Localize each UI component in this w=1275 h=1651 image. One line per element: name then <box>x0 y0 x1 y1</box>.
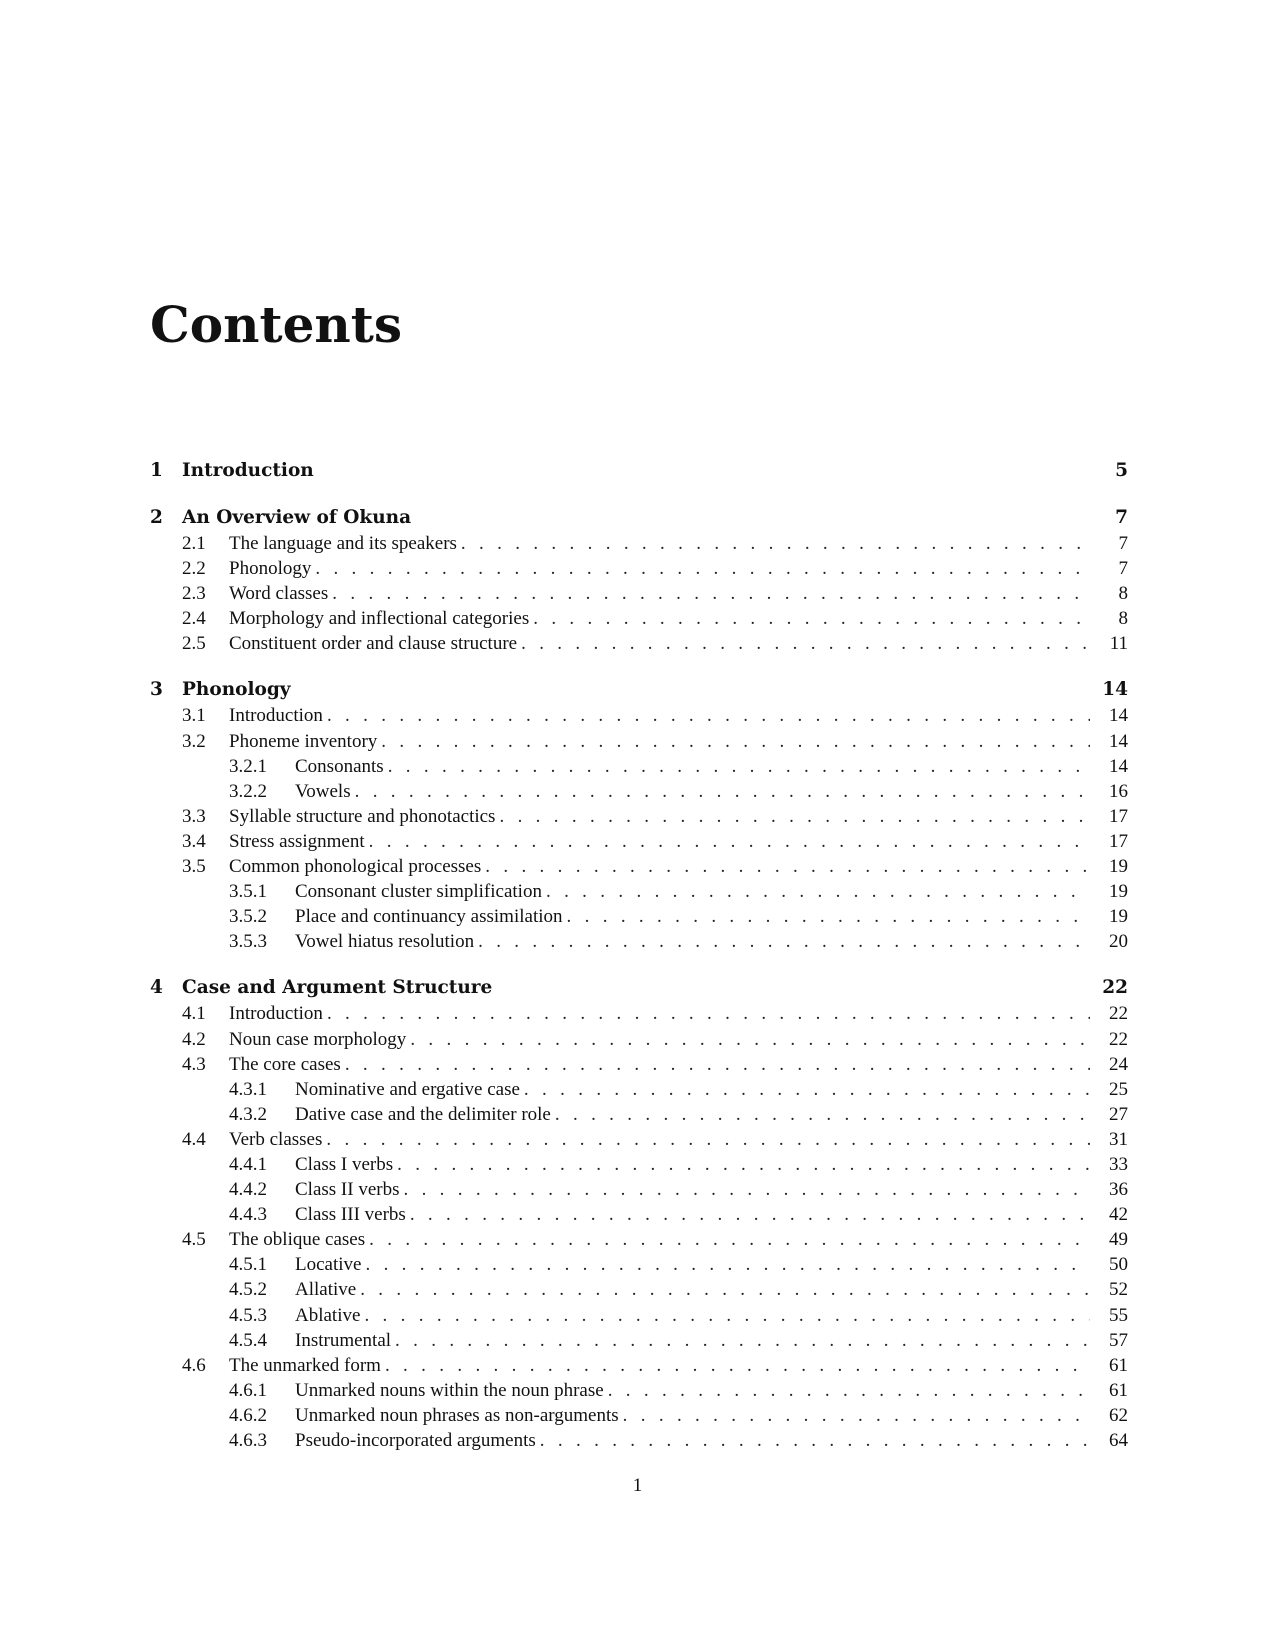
toc-subsection-entry[interactable] <box>150 754 1128 779</box>
toc-subsection-entry-page: 64 <box>1109 1430 1128 1451</box>
toc-chapter-entry[interactable] <box>150 458 1128 484</box>
toc-chapter-entry-title: An Overview of Okuna <box>182 507 412 528</box>
toc-subsection-entry-number: 4.4.2 <box>229 1179 267 1201</box>
toc-section-entry-title: Verb classes <box>229 1128 323 1150</box>
toc-section-entry-title: The unmarked form <box>229 1354 381 1376</box>
toc-subsection-entry-title: Instrumental <box>295 1329 392 1351</box>
table-of-contents <box>150 458 1128 1474</box>
toc-section-entry-title: Constituent order and clause structure <box>229 633 518 655</box>
toc-section-entry[interactable] <box>150 804 1128 829</box>
dot-leader <box>461 531 1090 556</box>
toc-section-entry-page: 19 <box>1109 856 1128 878</box>
toc-subsection-entry-title: Place and continuancy assimilation <box>295 906 563 928</box>
toc-section-entry-page: 14 <box>1109 705 1128 727</box>
toc-subsection-entry-number: 3.5.2 <box>229 906 267 928</box>
toc-section-entry-number: 4.2 <box>182 1028 206 1050</box>
toc-section-entry-title: The oblique cases <box>229 1229 366 1251</box>
dot-leader <box>524 1077 1090 1102</box>
toc-subsection-entry-number: 4.6.2 <box>229 1404 267 1426</box>
toc-section-entry-title: Introduction <box>229 705 323 727</box>
toc-subsection-entry-page: 14 <box>1109 755 1128 777</box>
toc-subsection-entry-title: Class III verbs <box>295 1204 406 1226</box>
dot-leader <box>410 1027 1090 1052</box>
dot-leader <box>410 1202 1090 1227</box>
toc-section-entry-page: 8 <box>1118 583 1128 605</box>
toc-section-entry-number: 2.5 <box>182 633 206 655</box>
toc-section-entry-title: The language and its speakers <box>229 533 457 554</box>
dot-leader <box>315 556 1090 581</box>
toc-section-entry-page: 8 <box>1118 608 1128 630</box>
toc-section-entry-page: 31 <box>1109 1128 1128 1150</box>
toc-section-entry-number: 4.1 <box>182 1003 206 1025</box>
toc-section-entry-title: Phonology <box>229 558 312 580</box>
toc-section-entry-number: 2.2 <box>182 558 206 580</box>
toc-section-entry-number: 4.4 <box>182 1128 206 1150</box>
toc-section-entry-number: 4.5 <box>182 1229 206 1251</box>
toc-subsection-entry-page: 33 <box>1109 1153 1128 1175</box>
toc-subsection-entry[interactable] <box>150 1152 1128 1177</box>
toc-chapter-entry-number: 1 <box>150 460 163 481</box>
toc-chapter-entry-page: 22 <box>1102 977 1128 999</box>
toc-section-entry-number: 2.4 <box>182 608 206 630</box>
toc-section-entry[interactable] <box>150 854 1128 879</box>
dot-leader <box>478 929 1090 954</box>
toc-section-entry[interactable] <box>150 703 1128 728</box>
dot-leader <box>397 1152 1090 1177</box>
toc-subsection-entry-number: 4.5.2 <box>229 1279 267 1301</box>
toc-section-entry[interactable] <box>150 829 1128 854</box>
toc-subsection-entry-number: 3.2.2 <box>229 780 267 802</box>
toc-section-entry-page: 22 <box>1109 1003 1128 1025</box>
dot-leader <box>540 1428 1090 1453</box>
toc-section-entry[interactable] <box>150 729 1128 754</box>
toc-section-entry[interactable] <box>150 631 1128 656</box>
dot-leader <box>327 1001 1090 1026</box>
dot-leader <box>369 829 1090 854</box>
toc-subsection-entry-number: 4.6.3 <box>229 1430 267 1451</box>
toc-chapter-entry-title: Case and Argument Structure <box>182 977 493 999</box>
dot-leader <box>555 1102 1090 1127</box>
toc-subsection-entry-title: Allative <box>295 1279 357 1301</box>
toc-section-entry-title: Stress assignment <box>229 830 365 852</box>
toc-subsection-entry-number: 4.6.1 <box>229 1379 267 1401</box>
toc-subsection-entry-page: 19 <box>1109 881 1128 903</box>
toc-section-entry-page: 17 <box>1109 830 1128 852</box>
dot-leader <box>385 1353 1090 1378</box>
toc-subsection-entry-title: Ablative <box>295 1304 361 1326</box>
toc-section-entry-number: 4.6 <box>182 1354 206 1376</box>
dot-leader <box>395 1328 1090 1353</box>
dot-leader <box>623 1403 1090 1428</box>
toc-subsection-entry-number: 4.3.1 <box>229 1078 267 1100</box>
toc-subsection-entry-title: Nominative and ergative case <box>295 1078 520 1100</box>
toc-section-entry[interactable] <box>150 606 1128 631</box>
dot-leader <box>521 631 1090 656</box>
dot-leader <box>369 1227 1090 1252</box>
page-title: Contents <box>150 295 403 354</box>
toc-section-entry-title: Word classes <box>229 583 329 605</box>
toc-subsection-entry-page: 42 <box>1109 1204 1128 1226</box>
toc-subsection-entry-number: 4.5.1 <box>229 1254 267 1276</box>
toc-subsection-entry-page: 19 <box>1109 906 1128 928</box>
toc-section-entry-page: 61 <box>1109 1354 1128 1376</box>
toc-chapter <box>150 458 1128 484</box>
toc-subsection-entry[interactable] <box>150 1102 1128 1127</box>
toc-chapter-entry-page: 5 <box>1115 460 1128 481</box>
dot-leader <box>403 1177 1090 1202</box>
toc-subsection-entry-page: 20 <box>1109 931 1128 953</box>
toc-section-entry[interactable] <box>150 1227 1128 1252</box>
toc-subsection-entry-number: 3.2.1 <box>229 755 267 777</box>
toc-section-entry-number: 4.3 <box>182 1053 206 1075</box>
toc-subsection-entry-page: 52 <box>1109 1279 1128 1301</box>
toc-chapter-entry[interactable] <box>150 505 1128 531</box>
toc-subsection-entry-page: 36 <box>1109 1179 1128 1201</box>
toc-section-entry[interactable] <box>150 1001 1128 1026</box>
toc-subsection-entry-number: 4.5.4 <box>229 1329 267 1351</box>
toc-subsection-entry-title: Pseudo-incorporated arguments <box>295 1430 536 1451</box>
toc-subsection-entry[interactable] <box>150 1252 1128 1277</box>
dot-leader <box>388 754 1090 779</box>
toc-section-entry-page: 11 <box>1109 633 1128 655</box>
toc-section-entry[interactable] <box>150 1027 1128 1052</box>
toc-subsection-entry[interactable] <box>150 1277 1128 1302</box>
toc-chapter <box>150 975 1128 1453</box>
toc-section-entry-page: 14 <box>1109 730 1128 752</box>
dot-leader <box>326 1127 1090 1152</box>
toc-section-entry-number: 3.5 <box>182 856 206 878</box>
toc-section-entry-number: 2.3 <box>182 583 206 605</box>
toc-subsection-entry-page: 61 <box>1109 1379 1128 1401</box>
toc-chapter-entry-title: Phonology <box>182 679 291 701</box>
toc-subsection-entry[interactable] <box>150 1202 1128 1227</box>
dot-leader <box>546 879 1090 904</box>
toc-subsection-entry[interactable] <box>150 779 1128 804</box>
toc-subsection-entry[interactable] <box>150 879 1128 904</box>
toc-section-entry-number: 3.3 <box>182 805 206 827</box>
toc-section-entry-page: 24 <box>1109 1053 1128 1075</box>
toc-subsection-entry-number: 4.5.3 <box>229 1304 267 1326</box>
toc-section-entry[interactable] <box>150 531 1128 556</box>
toc-section-entry-page: 7 <box>1118 558 1128 580</box>
toc-chapter-entry-number: 3 <box>150 679 163 701</box>
toc-section-entry-title: The core cases <box>229 1053 341 1075</box>
toc-subsection-entry-page: 27 <box>1109 1103 1128 1125</box>
dot-leader <box>567 904 1090 929</box>
toc-section-entry[interactable] <box>150 1353 1128 1378</box>
dot-leader <box>608 1378 1090 1403</box>
page-number: 1 <box>632 1475 643 1496</box>
toc-subsection-entry-title: Class I verbs <box>295 1153 394 1175</box>
toc-subsection-entry-page: 55 <box>1109 1304 1128 1326</box>
toc-subsection-entry-title: Class II verbs <box>295 1179 400 1201</box>
dot-leader <box>365 1252 1090 1277</box>
toc-chapter-entry-page: 7 <box>1115 507 1128 528</box>
toc-section-entry-title: Phoneme inventory <box>229 730 378 752</box>
toc-subsection-entry-page: 25 <box>1109 1078 1128 1100</box>
toc-subsection-entry[interactable] <box>150 1403 1128 1428</box>
dot-leader <box>332 581 1090 606</box>
toc-section-entry[interactable] <box>150 581 1128 606</box>
toc-subsection-entry[interactable] <box>150 1428 1128 1453</box>
toc-subsection-entry-number: 4.3.2 <box>229 1103 267 1125</box>
toc-subsection-entry-title: Dative case and the delimiter role <box>295 1103 551 1125</box>
toc-chapter <box>150 677 1128 954</box>
toc-section-entry-page: 22 <box>1109 1028 1128 1050</box>
toc-chapter <box>150 505 1128 656</box>
toc-subsection-entry-title: Unmarked nouns within the noun phrase <box>295 1379 604 1401</box>
toc-subsection-entry-title: Consonant cluster simplification <box>295 881 542 903</box>
dot-leader <box>499 804 1090 829</box>
dot-leader <box>533 606 1090 631</box>
toc-section-entry-page: 17 <box>1109 805 1128 827</box>
toc-subsection-entry[interactable] <box>150 1077 1128 1102</box>
toc-subsection-entry-title: Vowel hiatus resolution <box>295 931 475 953</box>
toc-section-entry-title: Introduction <box>229 1003 323 1025</box>
toc-chapter-entry-number: 4 <box>150 977 163 999</box>
toc-subsection-entry-title: Locative <box>295 1254 362 1276</box>
toc-section-entry-title: Noun case morphology <box>229 1028 407 1050</box>
toc-section-entry-number: 2.1 <box>182 533 206 554</box>
dot-leader <box>327 703 1090 728</box>
toc-subsection-entry[interactable] <box>150 1177 1128 1202</box>
toc-chapter-entry[interactable] <box>150 677 1128 703</box>
toc-subsection-entry-number: 3.5.3 <box>229 931 267 953</box>
toc-subsection-entry-number: 3.5.1 <box>229 881 267 903</box>
toc-subsection-entry[interactable] <box>150 1378 1128 1403</box>
dot-leader <box>360 1277 1090 1302</box>
toc-section-entry-title: Morphology and inflectional categories <box>229 608 530 630</box>
toc-subsection-entry-title: Consonants <box>295 755 384 777</box>
toc-section-entry[interactable] <box>150 556 1128 581</box>
dot-leader <box>355 779 1090 804</box>
toc-section-entry[interactable] <box>150 1127 1128 1152</box>
toc-chapter-entry[interactable] <box>150 975 1128 1001</box>
dot-leader <box>364 1303 1090 1328</box>
dot-leader <box>345 1052 1090 1077</box>
toc-subsection-entry-page: 16 <box>1109 780 1128 802</box>
toc-subsection-entry[interactable] <box>150 904 1128 929</box>
toc-section-entry-number: 3.1 <box>182 705 206 727</box>
toc-section-entry-title: Common phonological processes <box>229 856 482 878</box>
toc-chapter-entry-number: 2 <box>150 507 163 528</box>
toc-chapter-entry-page: 14 <box>1102 679 1128 701</box>
toc-subsection-entry-number: 4.4.3 <box>229 1204 267 1226</box>
toc-section-entry-title: Syllable structure and phonotactics <box>229 805 496 827</box>
toc-subsection-entry-title: Unmarked noun phrases as non-arguments <box>295 1404 619 1426</box>
dot-leader <box>485 854 1090 879</box>
toc-subsection-entry-page: 50 <box>1109 1254 1128 1276</box>
toc-section-entry-page: 49 <box>1109 1229 1128 1251</box>
toc-subsection-entry-page: 62 <box>1109 1404 1128 1426</box>
toc-subsection-entry[interactable] <box>150 929 1128 954</box>
toc-section-entry-number: 3.2 <box>182 730 206 752</box>
toc-subsection-entry[interactable] <box>150 1303 1128 1328</box>
toc-subsection-entry[interactable] <box>150 1328 1128 1353</box>
toc-section-entry-page: 7 <box>1118 533 1128 554</box>
toc-subsection-entry-number: 4.4.1 <box>229 1153 267 1175</box>
toc-chapter-entry-title: Introduction <box>182 460 314 481</box>
dot-leader <box>381 729 1090 754</box>
toc-section-entry-number: 3.4 <box>182 830 206 852</box>
toc-section-entry[interactable] <box>150 1052 1128 1077</box>
toc-subsection-entry-title: Vowels <box>295 780 351 802</box>
toc-subsection-entry-page: 57 <box>1109 1329 1128 1351</box>
